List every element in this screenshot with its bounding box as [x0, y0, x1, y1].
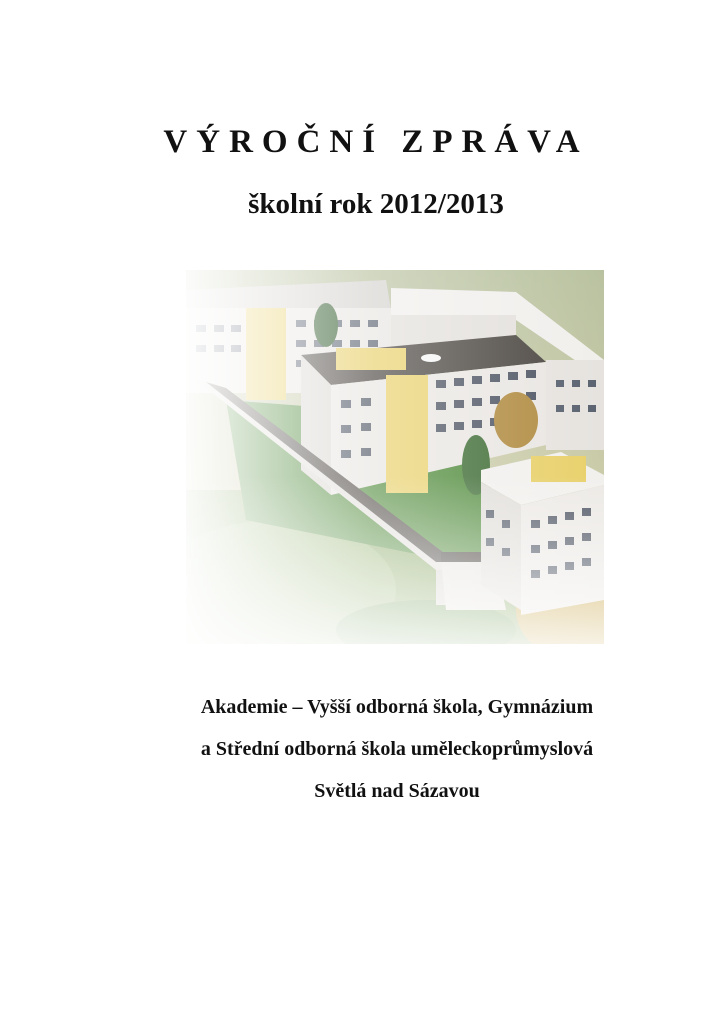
school-location-line: Světlá nad Sázavou: [314, 780, 480, 802]
school-building-photo: [186, 270, 604, 644]
report-title: VÝROČNÍ ZPRÁVA: [163, 124, 589, 160]
school-name-line: a Střední odborná škola uměleckoprůmyslová: [200, 738, 594, 760]
school-year-subtitle: školní rok 2012/2013: [248, 188, 504, 220]
school-name-line: Akademie – Vyšší odborná škola, Gymnázium: [200, 696, 594, 718]
